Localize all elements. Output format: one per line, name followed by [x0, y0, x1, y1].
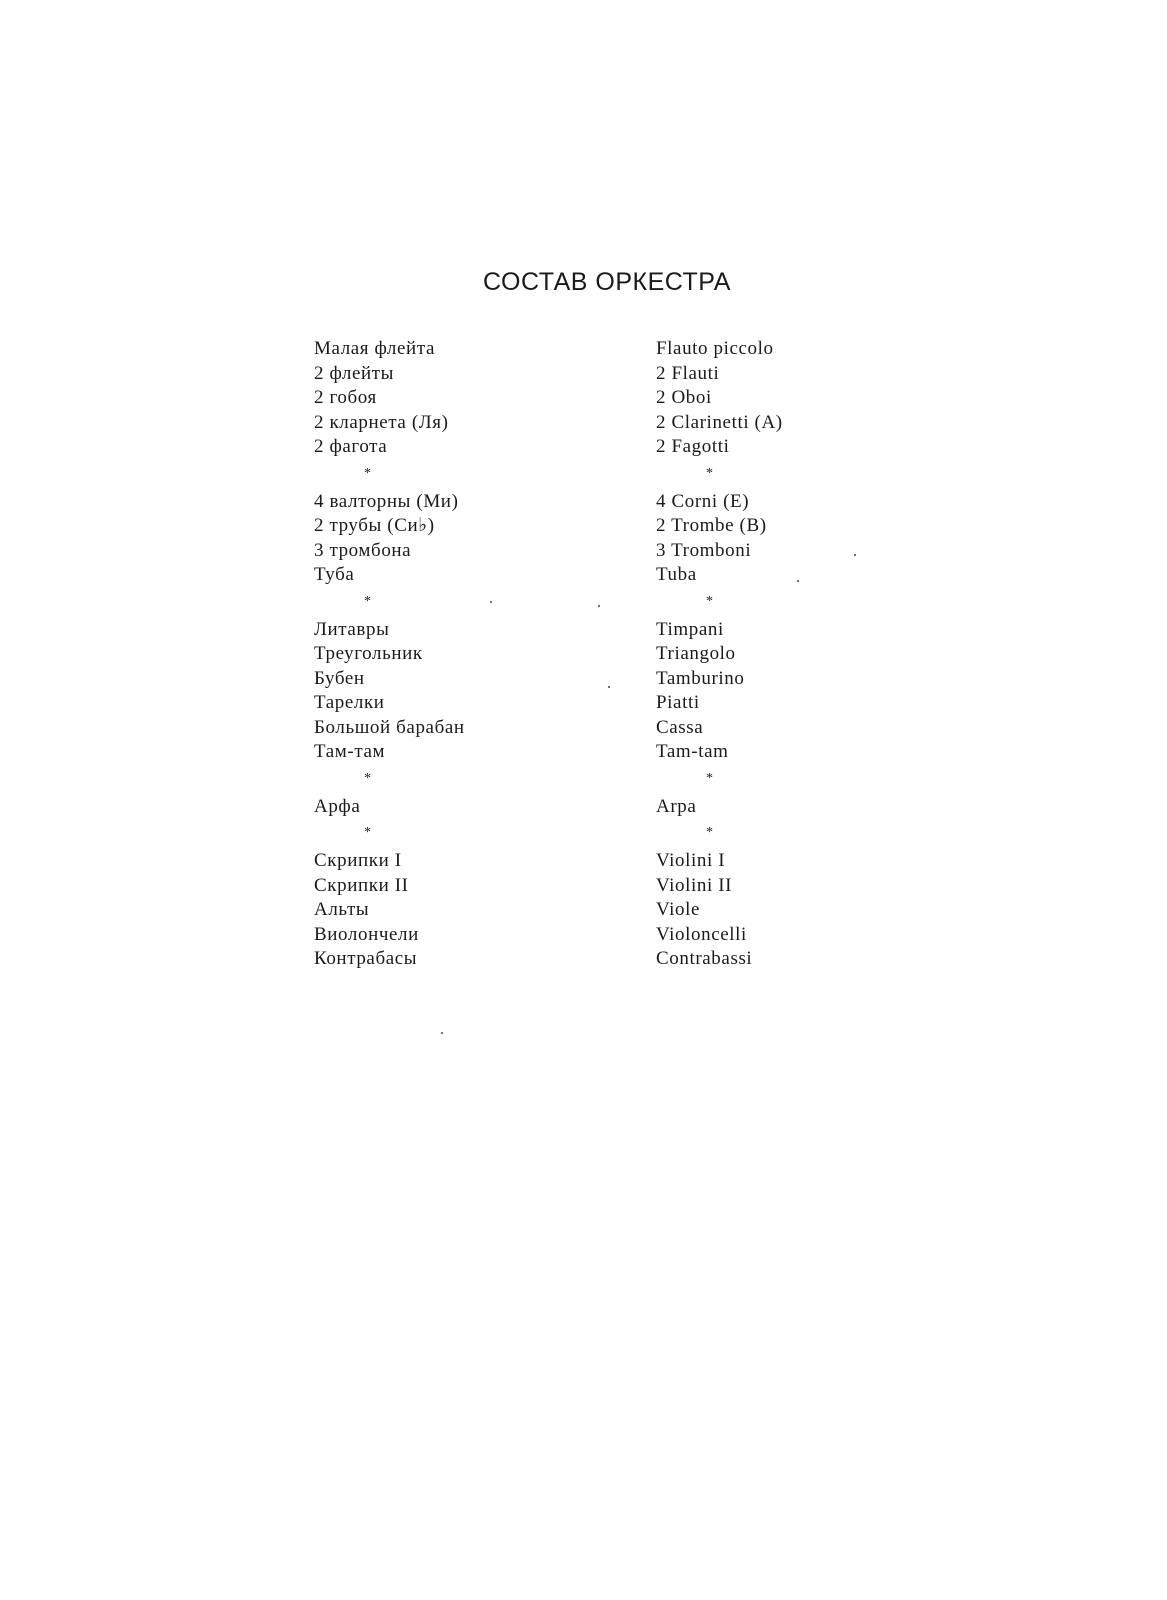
instrument-name: 2 флейты	[314, 362, 395, 384]
instrument-name: 4 валторны (Ми)	[314, 490, 459, 512]
russian-strings-group	[314, 849, 614, 972]
instrument-name: Timpani	[656, 618, 724, 640]
russian-instrument-column	[314, 337, 614, 972]
instrument-name: 2 гобоя	[314, 387, 377, 408]
instrument-name: 2 кларнета (Ля)	[314, 411, 449, 433]
instrument-name: Flauto piccolo	[656, 338, 774, 359]
scan-speck	[441, 1032, 443, 1034]
instrument-name: Cassa	[656, 716, 704, 738]
section-separator: *	[364, 593, 372, 609]
italian-instrument-column	[656, 337, 956, 972]
instrument-name: Туба	[314, 564, 355, 585]
instrument-name: Треугольник	[314, 643, 423, 664]
instrument-name: Скрипки II	[314, 874, 409, 896]
scan-speck	[490, 601, 492, 603]
section-separator: *	[364, 825, 372, 840]
instrument-name: 2 Trombe (B)	[656, 515, 767, 536]
instrument-name: 2 Fagotti	[656, 436, 730, 457]
instrument-name: Piatti	[656, 692, 700, 713]
instrument-name: Viole	[656, 899, 701, 920]
italian-strings-group	[656, 849, 956, 972]
instrument-name: 2 Oboi	[656, 387, 712, 408]
instrument-name: Литавры	[314, 618, 390, 640]
instrument-name: Tamburino	[656, 667, 745, 689]
scan-speck	[854, 554, 856, 556]
instrument-name: Violini I	[656, 850, 726, 871]
instrument-name: Скрипки I	[314, 850, 402, 871]
instrument-name: Violini II	[656, 874, 733, 896]
instrument-name: Там-там	[314, 741, 386, 762]
russian-percussion-group	[314, 618, 614, 765]
russian-brass-group	[314, 490, 614, 588]
scan-speck	[608, 686, 610, 688]
section-separator: *	[364, 770, 372, 786]
italian-brass-group	[656, 490, 956, 588]
instrument-name: Tam-tam	[656, 741, 729, 762]
instrument-name: 2 Clarinetti (A)	[656, 411, 783, 433]
section-separator: *	[706, 593, 714, 609]
section-separator: *	[706, 825, 714, 840]
scan-speck	[797, 580, 799, 582]
scan-speck	[598, 605, 600, 607]
instrument-name: Арфа	[314, 795, 361, 817]
instrument-name: 3 тромбона	[314, 539, 412, 561]
section-separator: *	[364, 465, 372, 481]
instrument-name: Большой барабан	[314, 716, 465, 738]
instrument-name: 2 трубы (Си♭)	[314, 515, 435, 536]
italian-percussion-group	[656, 618, 956, 765]
instrument-name: Contrabassi	[656, 948, 753, 969]
italian-harp-group	[656, 795, 956, 820]
section-separator: *	[706, 465, 714, 481]
instrument-name: Тарелки	[314, 692, 385, 713]
instrument-name: Малая флейта	[314, 338, 435, 359]
instrument-name: Виолончели	[314, 923, 419, 945]
instrument-name: 3 Tromboni	[656, 539, 752, 561]
instrument-name: Бубен	[314, 667, 365, 689]
instrument-name: 2 фагота	[314, 436, 388, 457]
italian-woodwinds-group	[656, 337, 956, 460]
instrument-name: Tuba	[656, 564, 697, 585]
russian-woodwinds-group	[314, 337, 614, 460]
instrument-name: Violoncelli	[656, 923, 747, 945]
instrument-name: 4 Corni (E)	[656, 490, 750, 512]
instrument-name: Альты	[314, 899, 370, 920]
instrument-name: 2 Flauti	[656, 362, 720, 384]
section-separator: *	[706, 770, 714, 786]
instrument-name: Triangolo	[656, 643, 736, 664]
instrument-name: Arpa	[656, 795, 697, 817]
instrument-name: Контрабасы	[314, 948, 418, 969]
page-title: СОСТАВ ОРКЕСТРА	[483, 268, 731, 296]
russian-harp-group	[314, 795, 614, 820]
